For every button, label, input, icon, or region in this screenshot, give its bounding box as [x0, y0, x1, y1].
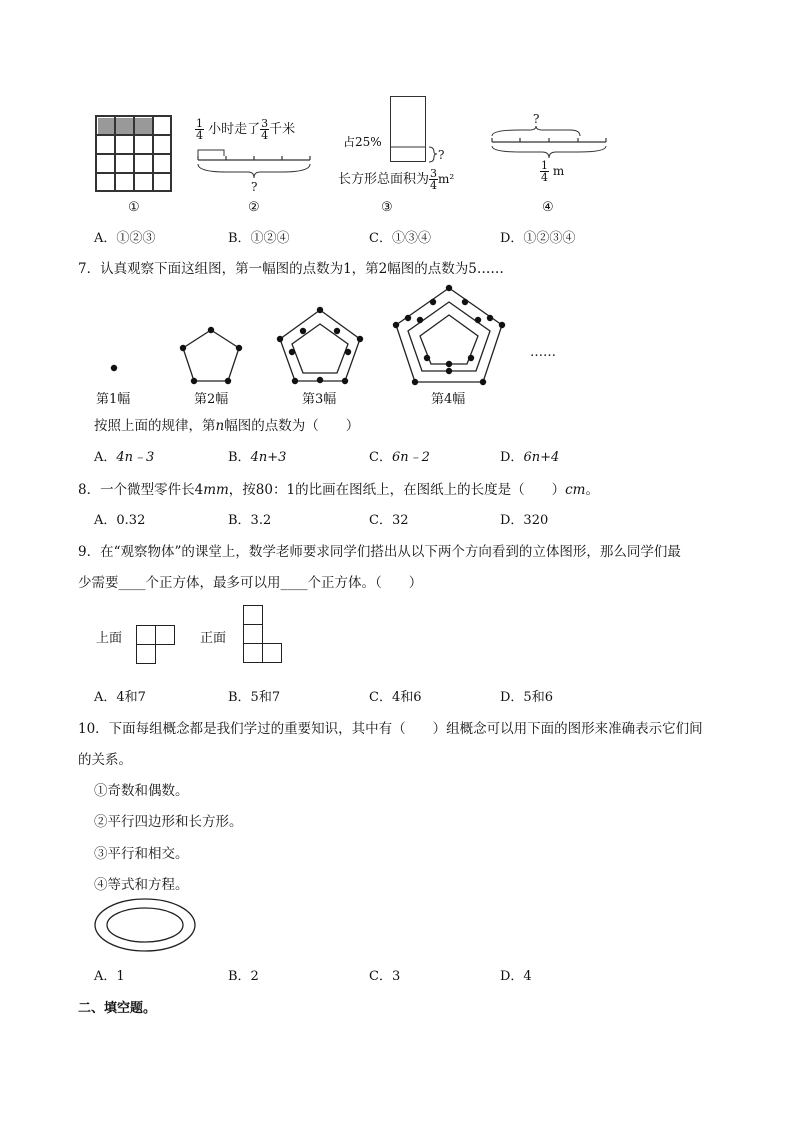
q6-figure-label-1: ① — [128, 200, 140, 215]
q10-nested-ellipses-figure — [94, 898, 198, 952]
q7-ellipsis: …… — [530, 345, 556, 360]
q6-figure-3-caption — [338, 168, 454, 191]
q7-figure-label-2: 第2幅 — [194, 392, 229, 407]
q10-stem-line1: 10．下面每组概念都是我们学过的重要知识，其中有（ ）组概念可以用下面的图形来准确表示它们间 — [78, 721, 703, 737]
q9-front-view-squares — [243, 605, 285, 667]
km-unit: 千米 — [269, 122, 296, 137]
q6-figure-4-question-mark: ? — [533, 112, 540, 126]
q8-stem-unit2: cm — [565, 482, 586, 498]
q9-view-front-label: 正面 — [200, 631, 227, 646]
q7-figure-label-4: 第4幅 — [431, 392, 466, 407]
q9-option-b[interactable]: B．5和7 — [228, 690, 281, 705]
q6-option-d[interactable]: D．①②③④ — [500, 231, 576, 246]
q9-option-c[interactable]: C．4和6 — [369, 690, 422, 705]
q9-view-top-label: 上面 — [96, 631, 123, 646]
fraction-one-quarter: $\frac{1}{4}$ — [541, 159, 548, 184]
q7-question-var: n — [215, 418, 225, 434]
q9-option-d[interactable]: D．5和6 — [500, 690, 553, 705]
q9-top-view-squares — [136, 625, 178, 667]
q6-option-b[interactable]: B．①②④ — [228, 231, 290, 246]
fraction-three-quarters: $\frac{3}{4}$ — [261, 117, 269, 142]
q8-stem-unit1: mm — [203, 482, 229, 498]
q7-option-a[interactable]: A．4n﹣3 — [94, 450, 155, 465]
hours-walked-text: 小时走了 — [208, 122, 261, 137]
q9-stem-line1: 9．在“观察物体”的课堂上，数学老师要求同学们搭出从以下两个方向看到的立体图形，那么同学们最 — [78, 544, 681, 560]
fraction-one-quarter: $\frac{1}{4}$ — [196, 117, 203, 142]
q7-option-b[interactable]: B．4n+3 — [228, 450, 287, 465]
q7-stem: 7．认真观察下面这组图，第一幅图的点数为1，第2幅图的点数为5…… — [78, 261, 504, 277]
q8-stem-end: 。 — [585, 482, 599, 498]
q10-option-c[interactable]: C．3 — [369, 969, 401, 984]
q8-option-b[interactable]: B．3.2 — [228, 513, 272, 528]
q10-item-4: ④等式和方程。 — [94, 877, 189, 893]
q10-item-3: ③平行和相交。 — [94, 846, 189, 862]
q6-figure-4-segment — [490, 126, 610, 161]
q10-item-1: ①奇数和偶数。 — [94, 783, 189, 799]
meter-unit: m — [552, 164, 565, 178]
q10-option-d[interactable]: D．4 — [500, 969, 532, 984]
q9-option-a[interactable]: A．4和7 — [94, 690, 146, 705]
q6-figure-label-2: ② — [248, 200, 260, 215]
q8-stem-pre: 8．一个微型零件长4 — [78, 482, 204, 498]
q6-figure-label-3: ③ — [381, 200, 393, 215]
q6-figure-label-4: ④ — [542, 200, 554, 215]
q6-option-a[interactable]: A．①②③ — [94, 231, 156, 246]
q7-option-d[interactable]: D．6n+4 — [500, 450, 560, 465]
q8-stem-mid: ，按80：1的比画在图纸上，在图纸上的长度是（ ） — [228, 482, 566, 498]
q6-figure-3-rectangle — [390, 96, 440, 166]
q6-option-c[interactable]: C．①③④ — [369, 231, 431, 246]
q6-figure-1-grid — [96, 116, 176, 192]
q6-figure-3-percent: 占25% — [343, 135, 382, 149]
q8-option-a[interactable]: A．0.32 — [94, 513, 146, 528]
q7-question-post: 幅图的点数为（ ） — [224, 418, 360, 434]
square-meter-unit: m² — [438, 172, 455, 186]
q8-option-d[interactable]: D．320 — [500, 513, 549, 528]
q10-stem-line2: 的关系。 — [78, 752, 132, 768]
q9-stem-line2: 少需要____个正方体，最多可以用____个正方体。（ ） — [78, 575, 423, 591]
q7-question — [94, 414, 359, 434]
q8-option-c[interactable]: C．32 — [369, 513, 409, 528]
q7-pattern-figures — [90, 280, 570, 390]
q10-item-2: ②平行四边形和长方形。 — [94, 814, 243, 830]
q7-figure-label-1: 第1幅 — [96, 392, 131, 407]
q7-figure-label-3: 第3幅 — [302, 392, 337, 407]
q6-figure-2-question-mark: ? — [251, 180, 258, 194]
q10-option-a[interactable]: A．1 — [94, 969, 125, 984]
q6-figure-3-question-mark: ? — [438, 148, 445, 162]
q6-figure-2-label — [195, 118, 295, 141]
q10-option-b[interactable]: B．2 — [228, 969, 259, 984]
q8-stem — [78, 478, 599, 498]
q7-option-c[interactable]: C．6n﹣2 — [369, 450, 430, 465]
q7-question-pre: 按照上面的规律，第 — [94, 418, 216, 434]
q6-figure-2-segment — [196, 148, 316, 183]
total-area-text: 长方形总面积为 — [338, 172, 430, 187]
fraction-three-quarters: $\frac{3}{4}$ — [430, 167, 438, 192]
q6-figure-4-label — [540, 160, 564, 183]
section-2-heading: 二、填空题。 — [78, 1001, 157, 1016]
